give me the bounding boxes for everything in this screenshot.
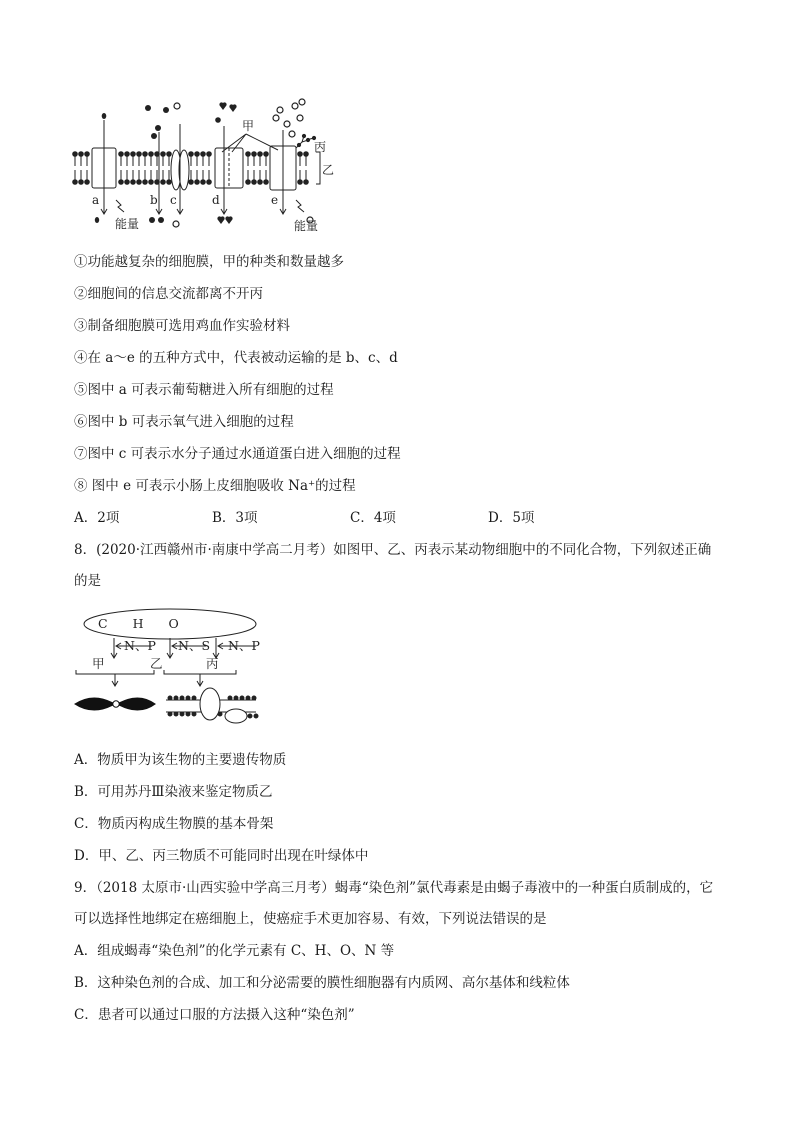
label-energy-right: 能量: [294, 219, 319, 233]
chromosome-icon: [74, 697, 156, 710]
label-n-s: N、S: [178, 638, 211, 653]
q8-option-a: A．物质甲为该生物的主要遗传物质: [74, 752, 287, 768]
label-jia-compound: 甲: [92, 656, 105, 671]
label-d: d: [212, 193, 220, 207]
membrane-transport-figure: [70, 96, 340, 236]
statement-8: ⑧ 图中 e 可表示小肠上皮细胞吸收 Na⁺的过程: [74, 478, 356, 494]
label-b: b: [150, 193, 158, 207]
q7-option-d: D．5项: [488, 510, 535, 526]
statement-5: ⑤图中 a 可表示葡萄糖进入所有细胞的过程: [74, 382, 334, 398]
statement-3: ③制备细胞膜可选用鸡血作实验材料: [74, 318, 290, 334]
label-a: a: [92, 193, 100, 207]
q8-option-d: D．甲、乙、丙三物质不可能同时出现在叶绿体中: [74, 848, 369, 864]
statement-4: ④在 a～e 的五种方式中，代表被动运输的是 b、c、d: [74, 350, 398, 366]
compound-figure: [70, 606, 270, 728]
label-bing-compound: 丙: [206, 656, 219, 671]
label-bing: 丙: [314, 140, 327, 154]
q9-stem-line1: 9．（2018 太原市·山西实验中学高三月考）蝎毒“染色剂”氯代毒素是由蝎子毒液中的一种蛋白质制成的，它: [74, 880, 714, 896]
membrane-icon: [166, 688, 258, 723]
q7-option-c: C．4项: [350, 510, 396, 526]
q8-option-c: C．物质丙构成生物膜的基本骨架: [74, 816, 274, 832]
label-e: e: [271, 193, 279, 207]
statement-2: ②细胞间的信息交流都离不开丙: [74, 286, 263, 302]
q9-stem-line2: 可以选择性地绑定在癌细胞上，使癌症手术更加容易、有效，下列说法错误的是: [74, 911, 547, 927]
q9-option-a: A．组成蝎毒“染色剂”的化学元素有 C、H、O、N 等: [74, 943, 395, 959]
label-n-p-1: N、P: [124, 638, 156, 653]
q8-option-b: B．可用苏丹Ⅲ染液来鉴定物质乙: [74, 784, 273, 800]
q8-stem-line1: 8．(2020·江西赣州市·南康中学高二月考）如图甲、乙、丙表示某动物细胞中的不同化合物，下列叙述正确: [74, 542, 712, 558]
q9-option-c: C．患者可以通过口服的方法摄入这种“染色剂”: [74, 1007, 355, 1023]
q8-stem-line2: 的是: [74, 573, 101, 589]
label-yi: 乙: [322, 163, 335, 177]
label-jia: 甲: [242, 119, 255, 133]
element-symbols: C H O: [98, 616, 179, 631]
label-energy-left: 能量: [115, 217, 140, 231]
statement-7: ⑦图中 c 可表示水分子通过水通道蛋白进入细胞的过程: [74, 446, 401, 462]
q7-option-a: A．2项: [74, 510, 120, 526]
statement-1: ①功能越复杂的细胞膜，甲的种类和数量越多: [74, 254, 344, 270]
label-yi-compound: 乙: [150, 656, 163, 671]
q9-option-b: B．这种染色剂的合成、加工和分泌需要的膜性细胞器有内质网、高尔基体和线粒体: [74, 975, 570, 991]
q7-option-b: B．3项: [212, 510, 258, 526]
statement-6: ⑥图中 b 可表示氧气进入细胞的过程: [74, 414, 294, 430]
label-n-p-2: N、P: [228, 638, 260, 653]
label-c: c: [170, 193, 177, 207]
